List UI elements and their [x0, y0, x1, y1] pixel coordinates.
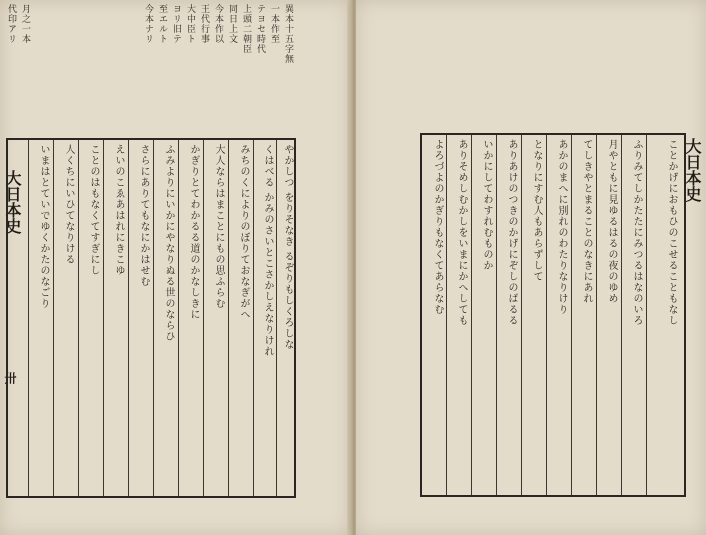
right-page: [356, 0, 706, 535]
header-note: 月之一本: [20, 4, 30, 44]
text-column: いまはとていでゆくかたのなごり: [38, 144, 49, 309]
header-note: 同日上文: [227, 4, 237, 44]
column-rule: [178, 140, 179, 496]
text-column: ふみよりにいかにやなりぬる世のならひ: [163, 144, 174, 342]
text-column: ありそめしむかしをいまにかへしても: [456, 139, 467, 326]
text-column: さらにありてもなにかはせむ: [138, 144, 149, 287]
column-rule: [571, 135, 572, 495]
column-rule: [53, 140, 54, 496]
left-page-title: 大日本史: [3, 170, 22, 234]
column-rule: [228, 140, 229, 496]
text-column: ありあけのつきのかげにぞしのばるる: [506, 139, 517, 326]
column-rule: [496, 135, 497, 495]
text-column: よろづよのかぎりもなくてあらなむ: [432, 139, 443, 315]
text-column: ふりみてしかたたにみつるはなのいろ: [631, 139, 642, 326]
left-page: [0, 0, 350, 535]
header-note: 王代行事: [199, 4, 209, 44]
header-note: ヨリ旧テ: [171, 4, 181, 44]
text-column: あかのまへに別れのわたりなりけり: [556, 139, 567, 315]
right-page-title: 大日本史: [683, 138, 702, 202]
column-rule: [103, 140, 104, 496]
column-rule: [546, 135, 547, 495]
text-column: ことのはもなくてすぎにし: [88, 144, 99, 276]
header-note: 上頭二朝臣: [241, 4, 251, 54]
text-column: 人くちにいひてなりける: [63, 144, 74, 265]
header-note: 至エルト: [157, 4, 167, 44]
text-column: やかしつ をりそなき るぞりもしくろしな: [282, 144, 293, 351]
column-rule: [276, 140, 277, 496]
column-rule: [128, 140, 129, 496]
header-note: テヨセ時代: [255, 4, 265, 54]
right-text-frame: [420, 133, 686, 497]
header-note: 今本作以: [213, 4, 223, 44]
column-rule: [471, 135, 472, 495]
text-column: くはべる かみのさいとこさかしえなりけれ: [262, 144, 273, 358]
text-column: いかにしてわすれむものか: [481, 139, 492, 271]
header-note: 一本作至: [269, 4, 279, 44]
column-rule: [153, 140, 154, 496]
text-column: となりにすむ人もあらずして: [531, 139, 542, 282]
column-rule: [646, 135, 647, 495]
column-rule: [28, 140, 29, 496]
column-rule: [253, 140, 254, 496]
page-number-mark: 卅: [3, 372, 17, 384]
text-column: かぎりとてわかるる道のかなしきに: [188, 144, 199, 320]
column-rule: [203, 140, 204, 496]
column-rule: [521, 135, 522, 495]
text-column: てしきやとまることのなきにあれ: [581, 139, 592, 304]
text-column: 月やともに見ゆるはるの夜のゆめ: [606, 139, 617, 304]
text-column: 大人ならはまことにもの思ふらむ: [213, 144, 224, 309]
text-column: ことかげにおもひのこせることもなし: [666, 139, 677, 326]
header-note: 代印アリ: [6, 4, 16, 44]
text-column: えいのこゑあはれにきこゆ: [113, 144, 124, 276]
column-rule: [446, 135, 447, 495]
column-rule: [621, 135, 622, 495]
header-note: 異本十五字無: [283, 4, 293, 64]
column-rule: [596, 135, 597, 495]
column-rule: [78, 140, 79, 496]
header-note: 大中臣ト: [185, 4, 195, 44]
left-text-frame: [3, 138, 296, 498]
header-note: 今本ナリ: [143, 4, 153, 44]
text-column: みちのくによりのぼりておなぎがへ: [238, 144, 249, 320]
